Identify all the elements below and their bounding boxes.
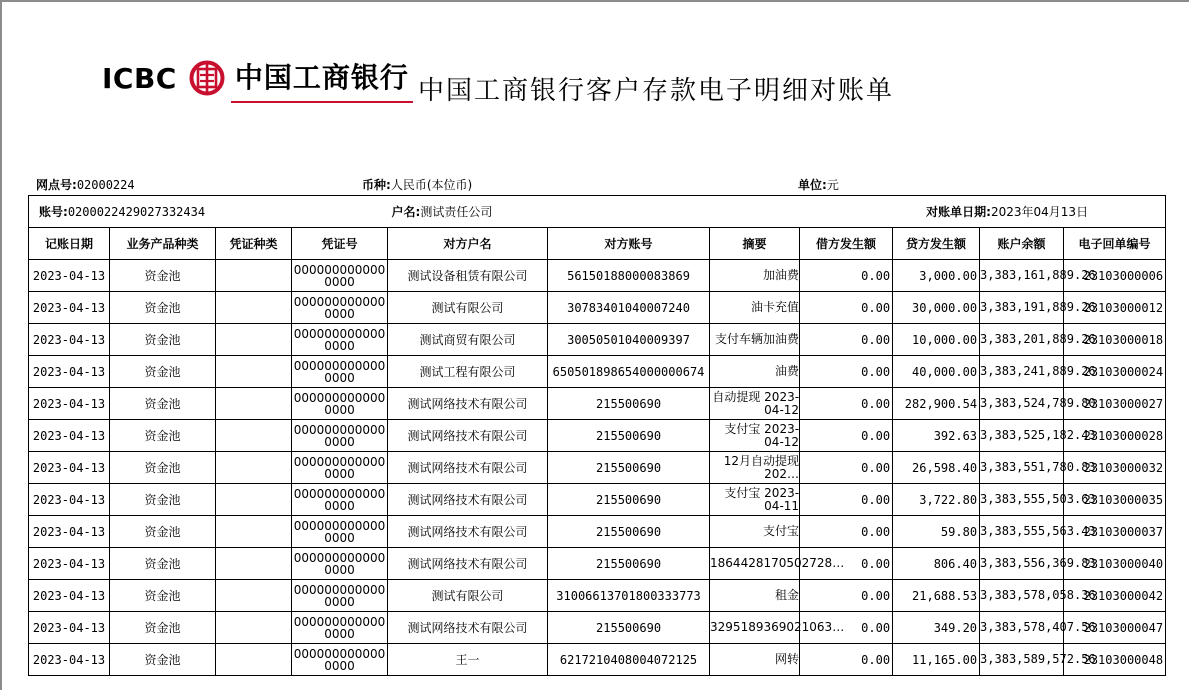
cell-receipt: 23103000037 [1064, 516, 1166, 548]
unit-value: 元 [826, 178, 839, 192]
cell-date: 2023-04-13 [29, 580, 110, 612]
cell-vtype [216, 612, 292, 644]
cell-cp-acct: 31006613701800333773 [548, 580, 710, 612]
cell-balance: 3,383,241,889.26 [980, 356, 1064, 388]
cell-credit: 11,165.00 [893, 644, 980, 676]
cell-vtype [216, 260, 292, 292]
cell-product: 资金池 [110, 452, 216, 484]
cell-balance: 3,383,191,889.26 [980, 292, 1064, 324]
cell-cp-acct: 215500690 [548, 516, 710, 548]
col-header: 对方户名 [388, 228, 548, 260]
cell-cp-name: 测试工程有限公司 [388, 356, 548, 388]
brand-en: ICBC [102, 61, 177, 95]
cell-product: 资金池 [110, 612, 216, 644]
table-header-row [29, 228, 1166, 260]
branch-info [36, 176, 135, 193]
brand-cn: 中国工商银行 [234, 61, 409, 94]
holder-label: 户名: [391, 205, 421, 219]
cell-receipt: 23103000035 [1064, 484, 1166, 516]
cell-balance: 3,383,525,182.43 [980, 420, 1064, 452]
table-row [29, 548, 1166, 580]
cell-vno: 0000000000000000 [292, 612, 388, 644]
col-header: 借方发生额 [800, 228, 893, 260]
cell-vno: 0000000000000000 [292, 260, 388, 292]
cell-memo: 自动提现 2023-04-12 [710, 388, 800, 420]
holder-value: 测试责任公司 [420, 205, 493, 219]
cell-vtype [216, 324, 292, 356]
cell-debit: 0.00 [800, 516, 893, 548]
cell-vno: 0000000000000000 [292, 580, 388, 612]
holder-cell [388, 196, 800, 228]
cell-product: 资金池 [110, 484, 216, 516]
cell-credit: 59.80 [893, 516, 980, 548]
cell-vtype [216, 356, 292, 388]
table-row [29, 324, 1166, 356]
cell-cp-acct: 6217210408004072125 [548, 644, 710, 676]
cell-balance: 3,383,578,058.36 [980, 580, 1064, 612]
cell-product: 资金池 [110, 420, 216, 452]
table-row [29, 292, 1166, 324]
cell-receipt: 23103000028 [1064, 420, 1166, 452]
table-row [29, 484, 1166, 516]
cell-debit: 0.00 [800, 452, 893, 484]
cell-vtype [216, 548, 292, 580]
cell-product: 资金池 [110, 548, 216, 580]
cell-cp-name: 测试有限公司 [388, 292, 548, 324]
statement-table [28, 195, 1166, 676]
cell-debit: 0.00 [800, 644, 893, 676]
cell-credit: 3,722.80 [893, 484, 980, 516]
cell-vtype [216, 452, 292, 484]
cell-cp-name: 王一 [388, 644, 548, 676]
cell-vtype [216, 484, 292, 516]
cell-debit: 0.00 [800, 324, 893, 356]
branch-value: 02000224 [76, 178, 135, 192]
cell-memo: 网转 [710, 644, 800, 676]
cell-vno: 0000000000000000 [292, 644, 388, 676]
cell-memo: 支付车辆加油费 [710, 324, 800, 356]
cell-cp-acct: 650501898654000000674 [548, 356, 710, 388]
table-row [29, 388, 1166, 420]
table-row [29, 420, 1166, 452]
account-row [29, 196, 1166, 228]
cell-cp-acct: 215500690 [548, 452, 710, 484]
cell-vno: 0000000000000000 [292, 516, 388, 548]
cell-cp-name: 测试设备租赁有限公司 [388, 260, 548, 292]
cell-receipt: 23103000027 [1064, 388, 1166, 420]
cell-memo: 油费 [710, 356, 800, 388]
account-label: 账号: [39, 205, 68, 219]
cell-vtype [216, 516, 292, 548]
cell-debit: 0.00 [800, 356, 893, 388]
cell-vtype [216, 580, 292, 612]
col-header: 凭证种类 [216, 228, 292, 260]
cell-cp-acct: 215500690 [548, 484, 710, 516]
cell-vno: 0000000000000000 [292, 548, 388, 580]
cell-cp-acct: 30050501040009397 [548, 324, 710, 356]
cell-balance: 3,383,556,369.83 [980, 548, 1064, 580]
cell-date: 2023-04-13 [29, 420, 110, 452]
cell-receipt: 23103000032 [1064, 452, 1166, 484]
bank-logo [102, 60, 409, 96]
col-header: 摘要 [710, 228, 800, 260]
table-body [29, 260, 1166, 676]
cell-credit: 30,000.00 [893, 292, 980, 324]
cell-debit: 0.00 [800, 548, 893, 580]
cell-date: 2023-04-13 [29, 292, 110, 324]
cell-credit: 3,000.00 [893, 260, 980, 292]
cell-debit: 0.00 [800, 292, 893, 324]
cell-product: 资金池 [110, 260, 216, 292]
currency-label: 币种: [362, 178, 391, 192]
cell-receipt: 23103000018 [1064, 324, 1166, 356]
cell-date: 2023-04-13 [29, 388, 110, 420]
table-row [29, 516, 1166, 548]
date-value: 2023年04月13日 [990, 205, 1089, 219]
cell-balance: 3,383,578,407.56 [980, 612, 1064, 644]
cell-receipt: 23103000040 [1064, 548, 1166, 580]
cell-vno: 0000000000000000 [292, 292, 388, 324]
cell-vtype [216, 388, 292, 420]
cell-cp-name: 测试网络技术有限公司 [388, 516, 548, 548]
cell-credit: 806.40 [893, 548, 980, 580]
cell-vtype [216, 644, 292, 676]
date-label: 对账单日期: [926, 205, 991, 219]
cell-vno: 0000000000000000 [292, 356, 388, 388]
cell-balance: 3,383,161,889.26 [980, 260, 1064, 292]
cell-date: 2023-04-13 [29, 260, 110, 292]
cell-cp-name: 测试网络技术有限公司 [388, 420, 548, 452]
cell-cp-name: 测试网络技术有限公司 [388, 612, 548, 644]
cell-product: 资金池 [110, 292, 216, 324]
col-header: 业务产品种类 [110, 228, 216, 260]
cell-memo: 12月自动提现 202… [710, 452, 800, 484]
cell-memo: 支付宝 2023-04-11 [710, 484, 800, 516]
col-header: 贷方发生额 [893, 228, 980, 260]
table-row [29, 260, 1166, 292]
cell-debit: 0.00 [800, 484, 893, 516]
date-cell [800, 196, 1166, 228]
cell-debit: 0.00 [800, 420, 893, 452]
cell-balance: 3,383,589,572.56 [980, 644, 1064, 676]
cell-date: 2023-04-13 [29, 452, 110, 484]
cell-cp-acct: 56150188000083869 [548, 260, 710, 292]
col-header: 凭证号 [292, 228, 388, 260]
account-cell [29, 196, 388, 228]
cell-vno: 0000000000000000 [292, 420, 388, 452]
cell-receipt: 23103000042 [1064, 580, 1166, 612]
table-row [29, 452, 1166, 484]
icbc-emblem-icon [189, 60, 225, 96]
cell-date: 2023-04-13 [29, 324, 110, 356]
cell-receipt: 23103000012 [1064, 292, 1166, 324]
cell-memo: 1864428170502728… [710, 548, 800, 580]
cell-credit: 10,000.00 [893, 324, 980, 356]
cell-vno: 0000000000000000 [292, 324, 388, 356]
statement-title: 中国工商银行客户存款电子明细对账单 [418, 76, 895, 106]
cell-cp-name: 测试网络技术有限公司 [388, 484, 548, 516]
cell-memo: 租金 [710, 580, 800, 612]
cell-receipt: 23103000047 [1064, 612, 1166, 644]
cell-debit: 0.00 [800, 260, 893, 292]
cell-receipt: 23103000024 [1064, 356, 1166, 388]
cell-date: 2023-04-13 [29, 548, 110, 580]
account-value: 0200022429027332434 [67, 205, 206, 219]
cell-balance: 3,383,524,789.80 [980, 388, 1064, 420]
cell-product: 资金池 [110, 388, 216, 420]
cell-credit: 349.20 [893, 612, 980, 644]
cell-vno: 0000000000000000 [292, 484, 388, 516]
cell-cp-name: 测试网络技术有限公司 [388, 548, 548, 580]
cell-receipt: 23103000006 [1064, 260, 1166, 292]
cell-product: 资金池 [110, 644, 216, 676]
cell-balance: 3,383,555,503.63 [980, 484, 1064, 516]
cell-credit: 282,900.54 [893, 388, 980, 420]
cell-memo: 油卡充值 [710, 292, 800, 324]
cell-debit: 0.00 [800, 388, 893, 420]
branch-label: 网点号: [36, 178, 77, 192]
table-row [29, 580, 1166, 612]
cell-date: 2023-04-13 [29, 644, 110, 676]
page-border-top [0, 0, 1189, 2]
cell-memo: 支付宝 [710, 516, 800, 548]
page-border-left [0, 0, 2, 690]
cell-date: 2023-04-13 [29, 356, 110, 388]
cell-product: 资金池 [110, 324, 216, 356]
col-header: 对方账号 [548, 228, 710, 260]
cell-date: 2023-04-13 [29, 516, 110, 548]
table-row [29, 644, 1166, 676]
unit-label: 单位: [798, 178, 827, 192]
table-row [29, 356, 1166, 388]
cell-debit: 0.00 [800, 612, 893, 644]
cell-cp-acct: 215500690 [548, 388, 710, 420]
cell-credit: 40,000.00 [893, 356, 980, 388]
col-header: 账户余额 [980, 228, 1064, 260]
cell-cp-acct: 215500690 [548, 548, 710, 580]
table-row [29, 612, 1166, 644]
col-header: 电子回单编号 [1064, 228, 1166, 260]
cell-product: 资金池 [110, 580, 216, 612]
currency-info [362, 176, 472, 193]
cell-cp-acct: 30783401040007240 [548, 292, 710, 324]
cell-memo: 加油费 [710, 260, 800, 292]
cell-balance: 3,383,201,889.26 [980, 324, 1064, 356]
cell-vtype [216, 292, 292, 324]
cell-date: 2023-04-13 [29, 612, 110, 644]
cell-credit: 26,598.40 [893, 452, 980, 484]
cell-memo: 3295189369021063… [710, 612, 800, 644]
cell-vtype [216, 420, 292, 452]
cell-cp-name: 测试有限公司 [388, 580, 548, 612]
currency-value: 人民币(本位币) [390, 178, 473, 192]
cell-cp-acct: 215500690 [548, 612, 710, 644]
cell-product: 资金池 [110, 356, 216, 388]
brand-underline [231, 101, 413, 103]
cell-cp-name: 测试商贸有限公司 [388, 324, 548, 356]
cell-balance: 3,383,555,563.43 [980, 516, 1064, 548]
cell-receipt: 23103000048 [1064, 644, 1166, 676]
cell-product: 资金池 [110, 516, 216, 548]
cell-cp-name: 测试网络技术有限公司 [388, 388, 548, 420]
cell-vno: 0000000000000000 [292, 452, 388, 484]
cell-cp-name: 测试网络技术有限公司 [388, 452, 548, 484]
cell-credit: 392.63 [893, 420, 980, 452]
cell-date: 2023-04-13 [29, 484, 110, 516]
cell-debit: 0.00 [800, 580, 893, 612]
brand-cn-wrap [235, 61, 409, 95]
cell-credit: 21,688.53 [893, 580, 980, 612]
cell-cp-acct: 215500690 [548, 420, 710, 452]
col-header: 记账日期 [29, 228, 110, 260]
unit-info [798, 176, 839, 193]
cell-balance: 3,383,551,780.83 [980, 452, 1064, 484]
cell-vno: 0000000000000000 [292, 388, 388, 420]
cell-memo: 支付宝 2023-04-12 [710, 420, 800, 452]
